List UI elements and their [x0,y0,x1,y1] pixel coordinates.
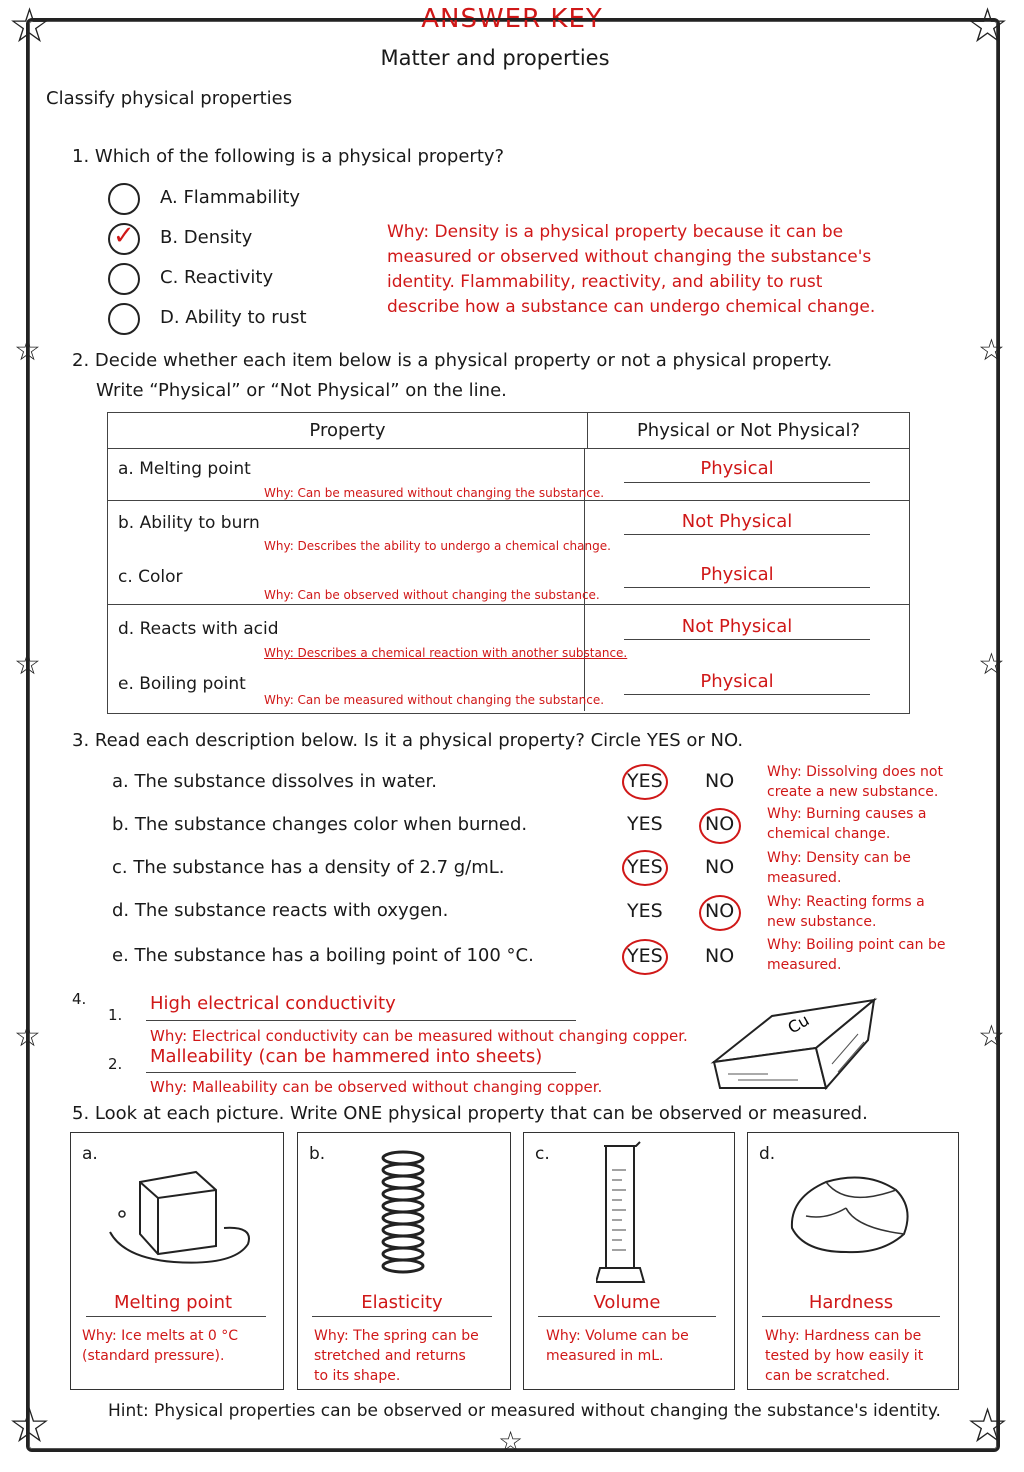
q5-instruction: 5. Look at each picture. Write ONE physical property that can be observed or measured. [72,1103,868,1124]
no-option[interactable]: NO [705,945,735,967]
picture-why-line: Why: Ice melts at 0 °C [82,1328,239,1344]
answer-line [538,1316,716,1317]
table-row-item: b. Ability to burn [118,513,260,533]
box-letter: d. [759,1144,776,1164]
q3-statement: d. The substance reacts with oxygen. [112,900,449,921]
answer-line [86,1316,266,1317]
table-row-answer[interactable]: Physical [700,458,774,479]
yes-option[interactable]: YES [627,945,663,967]
q3-why-line: create a new substance. [767,784,939,800]
q1-question: 1. Which of the following is a physical property? [72,146,505,167]
answer-line [624,534,870,535]
q4-answer[interactable]: High electrical conductivity [150,993,396,1014]
q3-why [767,762,943,802]
graduated-cylinder-icon [596,1140,656,1286]
q1-why-line: measured or observed without changing the substance's [387,247,872,267]
answer-line [146,1072,576,1073]
corner-star-icon: ☆ [8,0,52,54]
picture-why-line: stretched and returns [314,1348,466,1364]
copper-bar-icon [708,984,884,1094]
q4-item-number: 1. [108,1006,123,1024]
side-star-icon: ☆ [14,647,41,682]
answer-line [624,482,870,483]
table-header-property: Property [108,413,588,449]
table-divider [107,604,910,605]
q3-why-line: Why: Dissolving does not [767,764,943,780]
answer-line [312,1316,492,1317]
box-letter: c. [535,1144,550,1164]
answer-line [624,639,870,640]
q1-option-a-label: A. Flammability [160,187,301,208]
corner-star-icon: ☆ [966,0,1010,54]
q1-option-d-label: D. Ability to rust [160,307,307,328]
table-header-answer: Physical or Not Physical? [588,413,910,449]
side-star-icon: ☆ [14,333,41,368]
box-letter: b. [309,1144,326,1164]
picture-why-line: (standard pressure). [82,1348,225,1364]
q4-answer[interactable]: Malleability (can be hammered into sheets) [150,1046,543,1067]
q1-why-line: identity. Flammability, reactivity, and ability to rust [387,272,823,292]
q3-why [767,804,927,844]
q3-statement: e. The substance has a boiling point of 100 °C. [112,945,534,966]
q1-why-line: describe how a substance can undergo chemical change. [387,297,876,317]
table-row-answer[interactable]: Physical [700,564,774,585]
table-divider [107,500,910,501]
side-star-icon: ☆ [978,1019,1005,1054]
q3-instruction: 3. Read each description below. Is it a physical property? Circle YES or NO. [72,730,744,751]
no-option[interactable]: NO [705,770,735,792]
q3-why-line: Why: Density can be [767,850,911,866]
bottom-star-icon: ☆ [498,1425,524,1458]
table-row-why: Why: Can be measured without changing the substance. [264,693,605,707]
table-row-why: Why: Can be observed without changing the substance. [264,588,600,602]
table-row-answer[interactable]: Not Physical [681,511,793,532]
picture-answer[interactable]: Hardness [808,1292,894,1313]
q3-why-line: measured. [767,870,842,886]
q1-option-c-radio[interactable] [108,263,140,295]
table-row-item: a. Melting point [118,459,251,479]
q1-why-line: Why: Density is a physical property because it can be [387,222,844,242]
q3-why-line: measured. [767,957,842,973]
spring-icon [378,1150,428,1278]
q1-option-c-label: C. Reactivity [160,267,274,288]
picture-why-line: can be scratched. [765,1368,890,1384]
corner-star-icon: ☆ [8,1398,52,1454]
q3-statement: a. The substance dissolves in water. [112,771,437,792]
yes-option[interactable]: YES [627,856,663,878]
answer-key-title: ANSWER KEY [421,4,603,34]
rock-icon [786,1168,916,1258]
picture-why-line: tested by how easily it [765,1348,924,1364]
answer-line [624,587,870,588]
side-star-icon: ☆ [14,1019,41,1054]
answer-line [624,694,870,695]
q3-statement: c. The substance has a density of 2.7 g/mL. [112,857,505,878]
no-option[interactable]: NO [705,900,735,922]
picture-why [765,1326,923,1386]
q3-why [767,848,911,888]
ice-cube-icon [104,1162,254,1272]
corner-star-icon: ☆ [966,1398,1010,1454]
q4-why: Why: Malleability can be observed without changing copper. [150,1078,603,1096]
picture-why-line: Why: The spring can be [314,1328,479,1344]
table-row-item: e. Boiling point [118,674,246,694]
q3-why-line: Why: Boiling point can be [767,937,946,953]
copper-label: Cu [784,1010,813,1038]
no-option[interactable]: NO [705,856,735,878]
yes-option[interactable]: YES [627,813,663,835]
q3-why-line: Why: Reacting forms a [767,894,925,910]
hint-text: Hint: Physical properties can be observed or measured without changing the substance's identity. [108,1401,941,1421]
picture-why [546,1326,689,1366]
picture-answer[interactable]: Elasticity [361,1292,443,1313]
q3-why-line: chemical change. [767,826,891,842]
table-row-answer[interactable]: Not Physical [681,616,793,637]
q1-option-d-radio[interactable] [108,303,140,335]
table-row-item: d. Reacts with acid [118,619,279,639]
table-row-why: Why: Describes the ability to undergo a chemical change. [264,539,611,553]
picture-why-line: to its shape. [314,1368,401,1384]
picture-answer[interactable]: Melting point [113,1292,233,1313]
picture-why [82,1326,238,1366]
q3-why [767,892,925,932]
q3-statement: b. The substance changes color when burned. [112,814,528,835]
no-option[interactable]: NO [705,813,735,835]
table-row-why: Why: Describes a chemical reaction with another substance. [264,646,628,660]
q3-why [767,935,945,975]
table-row-why: Why: Can be measured without changing the substance. [264,486,605,500]
page-subtitle: Matter and properties [380,46,610,70]
q1-option-b-radio[interactable] [108,223,140,255]
table-row-answer[interactable]: Physical [700,671,774,692]
q4-item-number: 2. [108,1055,123,1073]
section-label: Classify physical properties [46,88,293,109]
picture-answer[interactable]: Volume [593,1292,661,1313]
side-star-icon: ☆ [978,647,1005,682]
q1-explanation [387,220,875,320]
picture-why-line: Why: Hardness can be [765,1328,922,1344]
q1-option-b-label: B. Density [160,227,253,248]
q2-instruction-2: Write “Physical” or “Not Physical” on the line. [96,380,507,401]
side-star-icon: ☆ [978,333,1005,368]
answer-line [762,1316,940,1317]
q3-why-line: Why: Burning causes a [767,806,927,822]
table-row-item: c. Color [118,567,183,587]
box-letter: a. [82,1144,98,1164]
q4-marker: 4. [72,990,87,1008]
checkmark-icon: ✓ [113,221,135,251]
answer-line [146,1020,576,1021]
q1-option-a-radio[interactable] [108,183,140,215]
yes-option[interactable]: YES [627,900,663,922]
picture-why-line: measured in mL. [546,1348,664,1364]
picture-why-line: Why: Volume can be [546,1328,689,1344]
q4-why: Why: Electrical conductivity can be measured without changing copper. [150,1027,688,1045]
q2-instruction: 2. Decide whether each item below is a physical property or not a physical property. [72,350,833,371]
picture-why [314,1326,479,1386]
yes-option[interactable]: YES [627,770,663,792]
q3-why-line: new substance. [767,914,877,930]
